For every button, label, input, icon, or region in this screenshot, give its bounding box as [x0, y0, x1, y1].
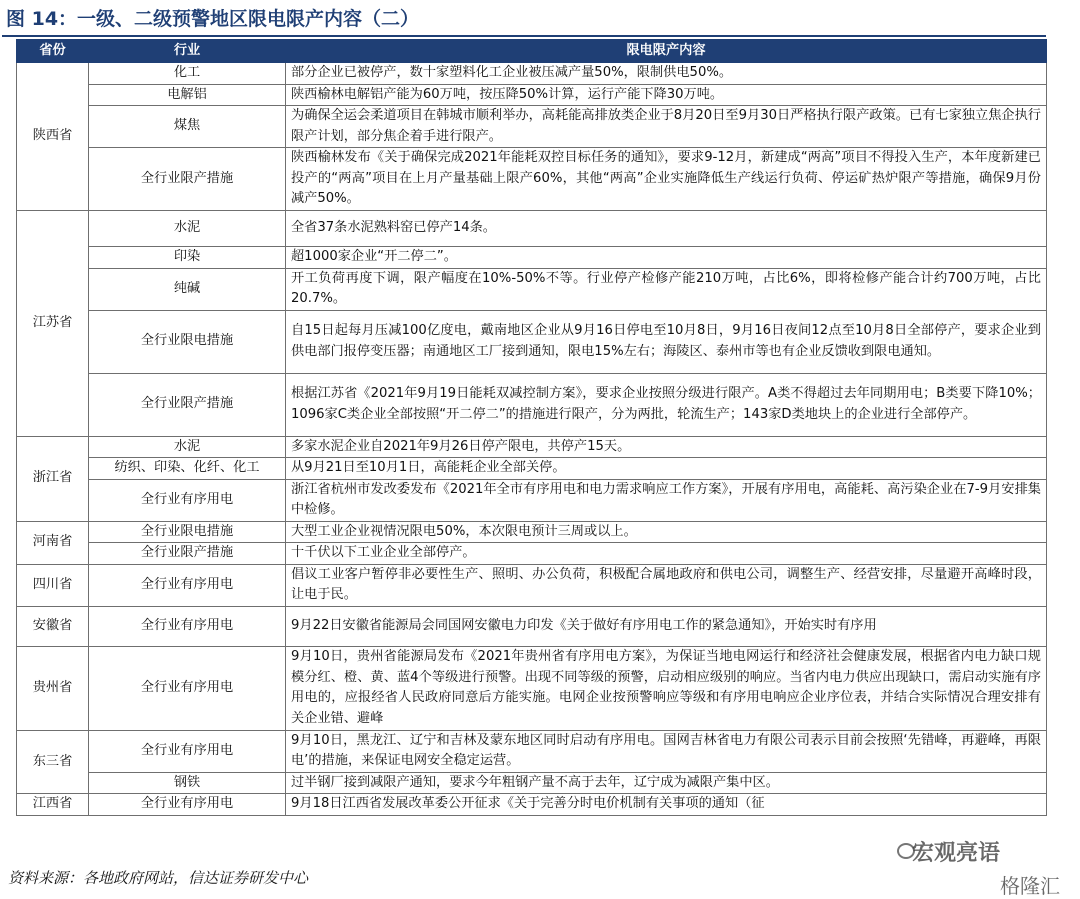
title-divider: [2, 35, 1046, 37]
industry-cell: 纺织、印染、化纤、化工: [89, 458, 286, 480]
content-cell: 浙江省杭州市发改委发布《2021年全市有序用电和电力需求响应工作方案》，开展有序用电，高能耗、高污染企业在7-9月安排集中检修。: [286, 479, 1047, 521]
table-row: [17, 479, 1047, 521]
table-row: [17, 84, 1047, 106]
industry-cell: 全行业限产措施: [89, 373, 286, 436]
watermark-bottom: 格隆汇: [1000, 874, 1060, 898]
content-cell: 9月18日江西省发展改革委公开征求《关于完善分时电价机制有关事项的通知（征: [286, 794, 1047, 816]
province-cell: 安徽省: [17, 606, 89, 646]
content-cell: 多家水泥企业自2021年9月26日停产限电，共停产15天。: [286, 436, 1047, 458]
industry-cell: 全行业限产措施: [89, 543, 286, 565]
header-content: 限电限产内容: [286, 40, 1047, 63]
content-cell: 从9月21日至10月1日，高能耗企业全部关停。: [286, 458, 1047, 480]
content-cell: 部分企业已被停产，数十家塑料化工企业被压减产量50%，限制供电50%。: [286, 63, 1047, 85]
content-cell: 倡议工业客户暂停非必要性生产、照明、办公负荷，积极配合属地政府和供电公司，调整生产、经营安排，尽量避开高峰时段，让电于民。: [286, 564, 1047, 606]
industry-cell: 水泥: [89, 211, 286, 247]
content-cell: 超1000家企业“开二停二”。: [286, 247, 1047, 269]
industry-cell: 化工: [89, 63, 286, 85]
table-row: [17, 730, 1047, 772]
table-row: [17, 564, 1047, 606]
figure-title: 图 14：一级、二级预警地区限电限产内容（二）: [6, 8, 420, 30]
table-row: [17, 63, 1047, 85]
content-cell: 为确保全运会柔道项目在韩城市顺利举办，高耗能高排放类企业于8月20日至9月30日严格执行限产政策。已有七家独立焦企执行限产计划，部分焦企着手进行限产。: [286, 106, 1047, 148]
table-row: [17, 106, 1047, 148]
content-cell: 自15日起每月压减100亿度电，戴南地区企业从9月16日停电至10月8日，9月16日夜间12点至10月8日全部停产，要求企业到供电部门报停变压器；南通地区工厂接到通知，限电15%左右；海陵区、泰州市等也有企业反馈收到限电通知。: [286, 310, 1047, 373]
industry-cell: 全行业限产措施: [89, 148, 286, 211]
province-cell: 江西省: [17, 794, 89, 816]
table-row: [17, 543, 1047, 565]
industry-cell: 全行业有序用电: [89, 479, 286, 521]
table-row: [17, 148, 1047, 211]
industry-cell: 煤焦: [89, 106, 286, 148]
table-row: [17, 310, 1047, 373]
industry-cell: 全行业限电措施: [89, 310, 286, 373]
province-cell: 东三省: [17, 730, 89, 794]
watermark-top: 宏观亮语: [912, 841, 1001, 866]
content-cell: 根据江苏省《2021年9月19日能耗双减控制方案》，要求企业按照分级进行限产。A类不得超过去年同期用电；B类要下降10%；1096家C类企业全部按照“开二停二”的措施进行限产，分为两批，轮流生产；143家D类地块上的企业进行全部停产。: [286, 373, 1047, 436]
table-row: [17, 646, 1047, 730]
header-province: 省份: [17, 40, 89, 63]
table-row: [17, 458, 1047, 480]
table-body: [17, 63, 1047, 816]
content-cell: 9月22日安徽省能源局会同国网安徽电力印发《关于做好有序用电工作的紧急通知》，开始实时有序用: [286, 606, 1047, 646]
table-row: [17, 247, 1047, 269]
industry-cell: 印染: [89, 247, 286, 269]
content-cell: 陕西榆林电解铝产能为60万吨，按压降50%计算，运行产能下降30万吨。: [286, 84, 1047, 106]
industry-cell: 全行业限电措施: [89, 521, 286, 543]
content-cell: 大型工业企业视情况限电50%，本次限电预计三周或以上。: [286, 521, 1047, 543]
content-cell: 十千伏以下工业企业全部停产。: [286, 543, 1047, 565]
industry-cell: 全行业有序用电: [89, 646, 286, 730]
source-note: 资料来源：各地政府网站，信达证券研发中心: [8, 869, 309, 887]
industry-cell: 钢铁: [89, 772, 286, 794]
province-cell: 江苏省: [17, 211, 89, 437]
content-cell: 陕西榆林发布《关于确保完成2021年能耗双控目标任务的通知》，要求9-12月，新建成“两高”项目不得投入生产，本年度新建已投产的“两高”项目在上月产量基础上限产60%，其他“两高”企业实施降低生产线运行负荷、停运矿热炉限产等措施，确保9月份减产50%。: [286, 148, 1047, 211]
restriction-table: [16, 39, 1047, 816]
industry-cell: 全行业有序用电: [89, 730, 286, 772]
province-cell: 浙江省: [17, 436, 89, 521]
industry-cell: 全行业有序用电: [89, 564, 286, 606]
industry-cell: 全行业有序用电: [89, 606, 286, 646]
industry-cell: 纯碱: [89, 268, 286, 310]
header-industry: 行业: [89, 40, 286, 63]
content-cell: 全省37条水泥熟料窑已停产14条。: [286, 211, 1047, 247]
table-row: [17, 436, 1047, 458]
table-row: [17, 606, 1047, 646]
province-cell: 四川省: [17, 564, 89, 606]
province-cell: 陕西省: [17, 63, 89, 211]
table-row: [17, 268, 1047, 310]
table-row: [17, 211, 1047, 247]
content-cell: 9月10日，黑龙江、辽宁和吉林及蒙东地区同时启动有序用电。国网吉林省电力有限公司表示目前会按照‘先错峰，再避峰，再限电’的措施，来保证电网安全稳定运营。: [286, 730, 1047, 772]
content-cell: 过半钢厂接到减限产通知，要求今年粗钢产量不高于去年，辽宁成为减限产集中区。: [286, 772, 1047, 794]
industry-cell: 水泥: [89, 436, 286, 458]
industry-cell: 全行业有序用电: [89, 794, 286, 816]
table-row: [17, 772, 1047, 794]
industry-cell: 电解铝: [89, 84, 286, 106]
table-header-row: [17, 40, 1047, 63]
table-row: [17, 794, 1047, 816]
province-cell: 河南省: [17, 521, 89, 564]
content-cell: 开工负荷再度下调，限产幅度在10%-50%不等。行业停产检修产能210万吨，占比6%，即将检修产能合计约700万吨，占比20.7%。: [286, 268, 1047, 310]
province-cell: 贵州省: [17, 646, 89, 730]
table-row: [17, 521, 1047, 543]
table-row: [17, 373, 1047, 436]
content-cell: 9月10日，贵州省能源局发布《2021年贵州省有序用电方案》，为保证当地电网运行和经济社会健康发展，根据省内电力缺口规模分红、橙、黄、蓝4个等级进行预警。出现不同等级的预警，启动相应级别的响应。当省内电力供应出现缺口，需启动实施有序用电的，应报经省人民政府同意后方能实施。电网企业按预警响应等级和有序用电响应企业序位表，并结合实际情况合理安排有关企业错、避峰: [286, 646, 1047, 730]
